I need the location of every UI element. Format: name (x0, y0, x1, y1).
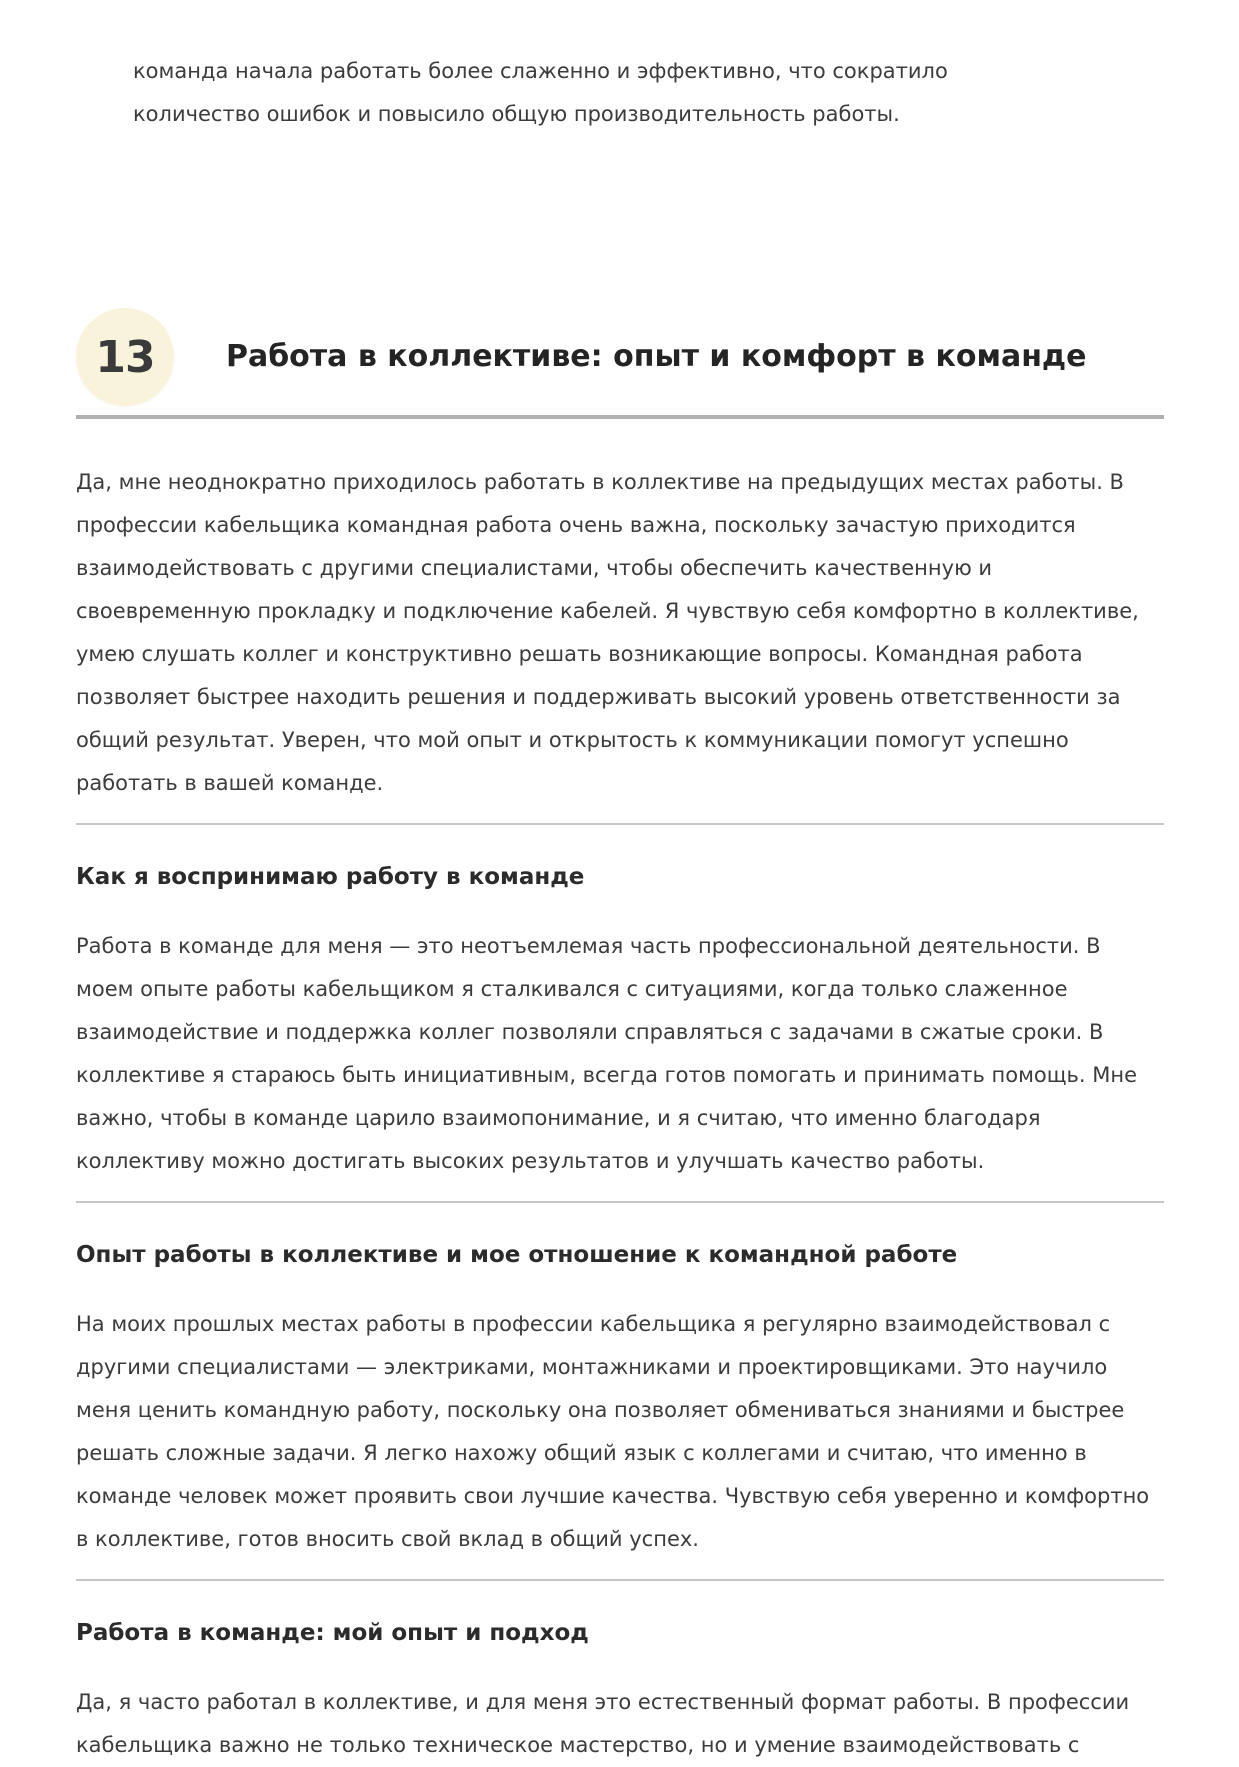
subsection-heading: Как я воспринимаю работу в команде (76, 864, 585, 890)
header-divider (76, 415, 1164, 419)
previous-answer-fragment: команда начала работать более слаженно и эффективно, что сократило количество ошибок и повысило общую производительность работы. (133, 59, 948, 126)
section-header (76, 308, 1164, 406)
lead-paragraph: Да, мне неоднократно приходилось работать в коллективе на предыдущих местах работы. В профессии кабельщика командная работа очень важна, поскольку зачастую приходится взаимодействовать с другими специалистами, чтобы обеспечить качественную и своевременную прокладку и подключение кабелей. Я чувствую себя комфортно в коллективе, умею слушать коллег и конструктивно решать возникающие вопросы. Командная работа позволяет быстрее находить решения и поддерживать высокий уровень ответственности за общий результат. Уверен, что мой опыт и открытость к коммуникации помогут успешно работать в вашей команде. (76, 470, 1139, 795)
subsection-paragraph: Работа в команде для меня — это неотъемлемая часть профессиональной деятельности. В моем опыте работы кабельщиком я сталкивался с ситуациями, когда только слаженное взаимодействие и поддержка коллег позволяли справляться с задачами в сжатые сроки. В коллективе я стараюсь быть инициативным, всегда готов помогать и принимать помощь. Мне важно, чтобы в команде царило взаимопонимание, и я считаю, что именно благодаря коллективу можно достигать высоких результатов и улучшать качество работы. (76, 934, 1138, 1173)
section-divider (76, 1579, 1164, 1581)
question-number-badge (76, 308, 174, 406)
subsection-paragraph: На моих прошлых местах работы в профессии кабельщика я регулярно взаимодействовал с другими специалистами — электриками, монтажниками и проектировщиками. Это научило меня ценить командную работу, поскольку она позволяет обмениваться знаниями и быстрее решать сложные задачи. Я легко нахожу общий язык с коллегами и считаю, что именно в команде человек может проявить свои лучшие качества. Чувствую себя уверенно и комфортно в коллективе, готов вносить свой вклад в общий успех. (76, 1312, 1150, 1551)
section-divider (76, 1201, 1164, 1203)
section-title: Работа в коллективе: опыт и комфорт в команде (226, 339, 1087, 374)
section-divider (76, 823, 1164, 825)
subsection-paragraph: Да, я часто работал в коллективе, и для меня это естественный формат работы. В профессии кабельщика важно не только техническое мастерство, но и умение взаимодействовать с (76, 1690, 1130, 1757)
subsection-heading: Опыт работы в коллективе и мое отношение к командной работе (76, 1242, 958, 1268)
question-number: 13 (95, 331, 155, 383)
subsection-heading: Работа в команде: мой опыт и подход (76, 1620, 589, 1646)
